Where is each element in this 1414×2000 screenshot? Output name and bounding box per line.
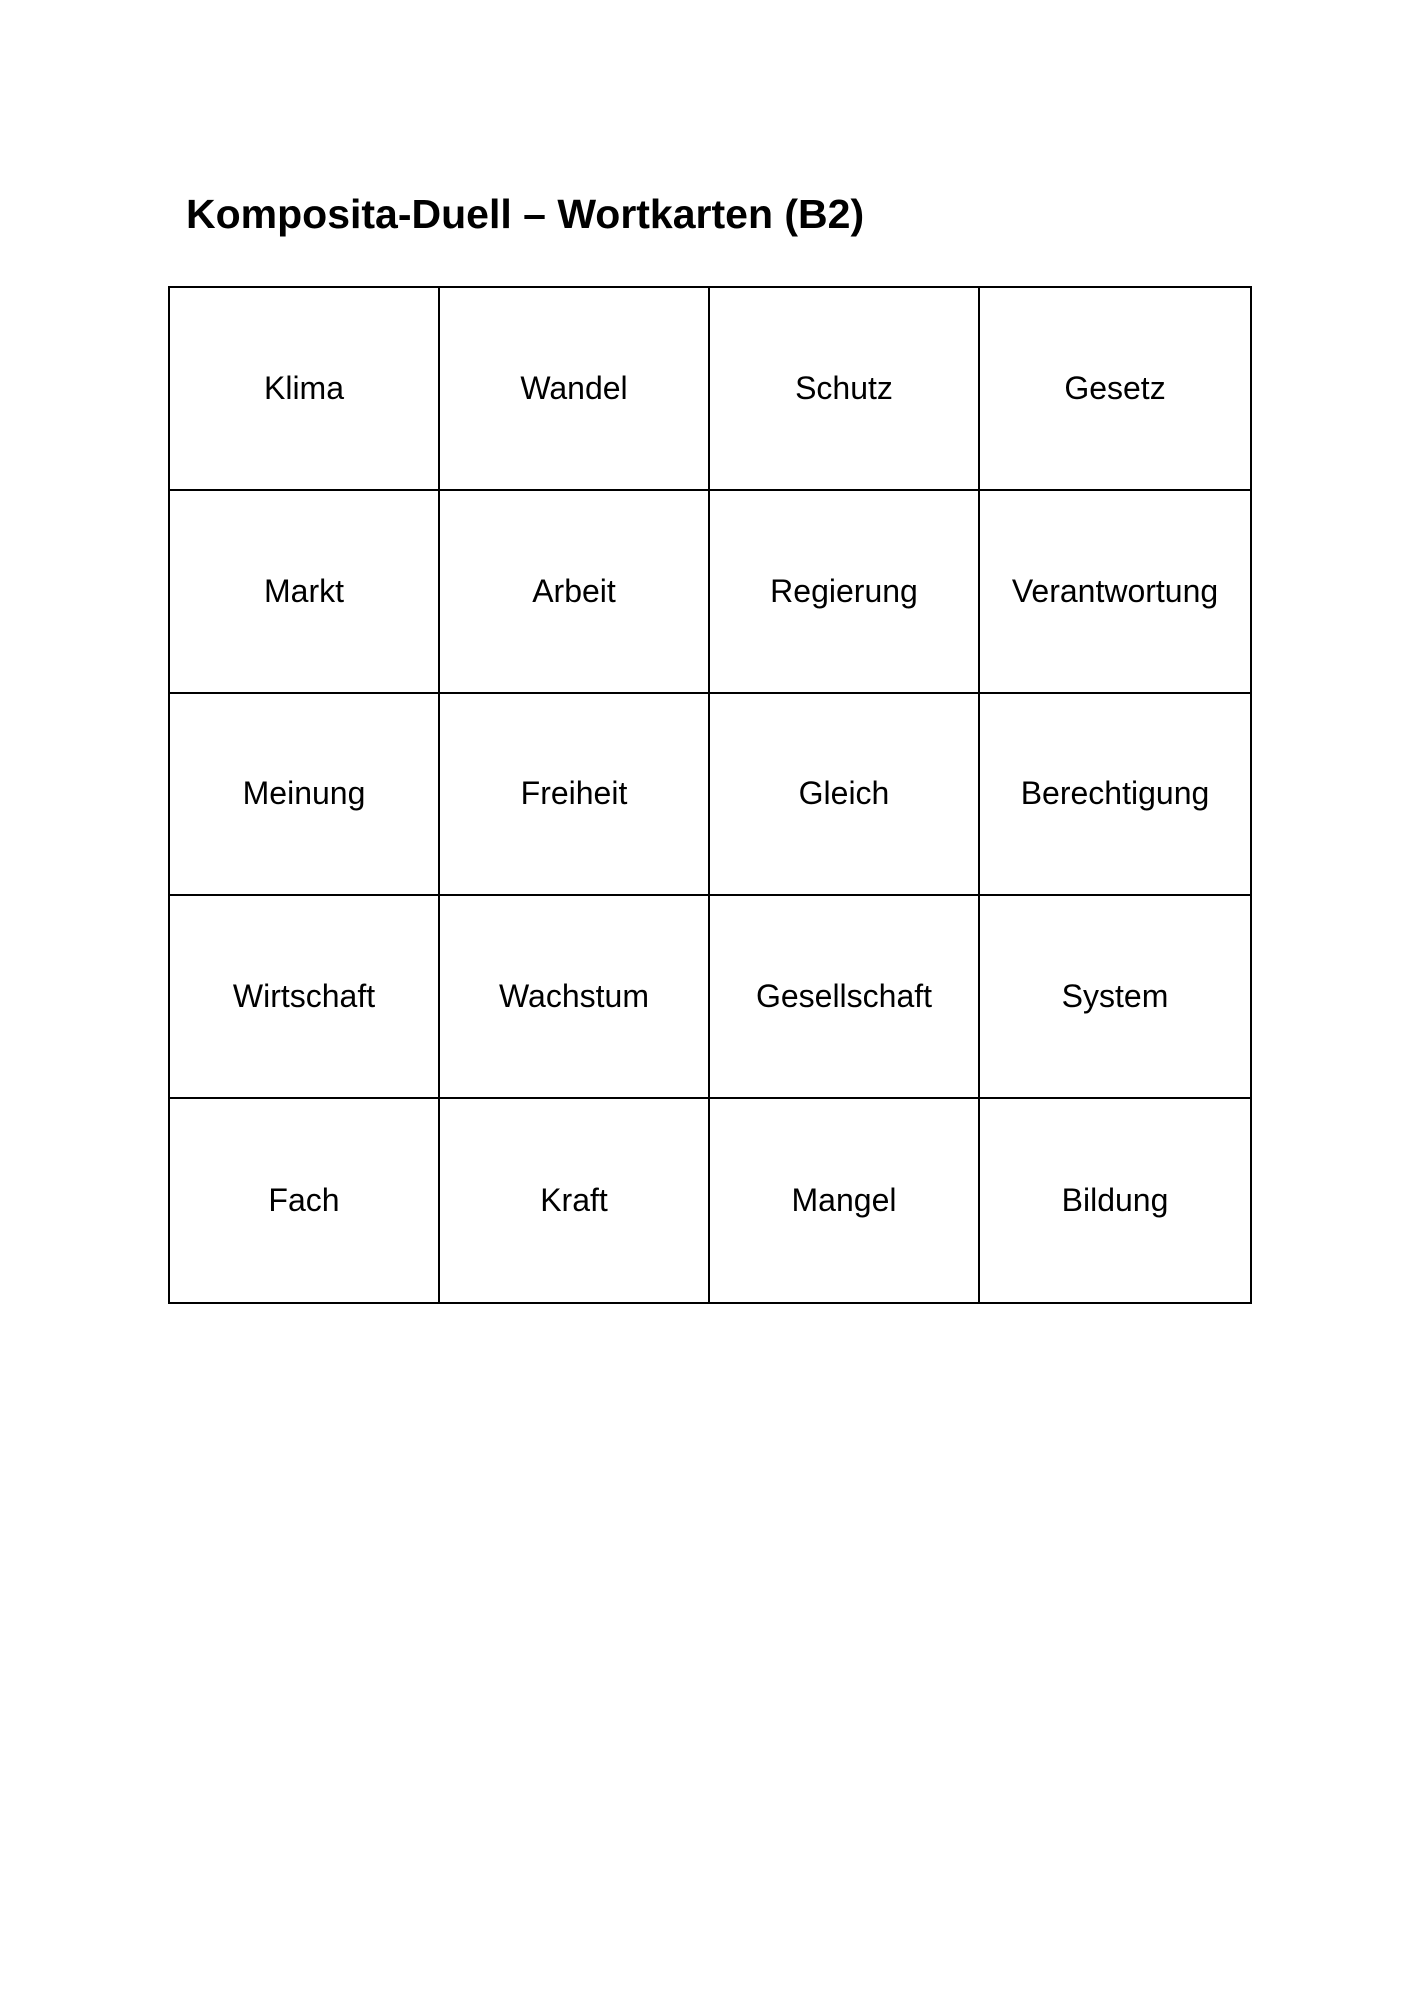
word-card: Wirtschaft — [170, 896, 440, 1099]
word-card: Gleich — [710, 694, 980, 897]
word-card: Schutz — [710, 288, 980, 491]
word-card-grid — [168, 286, 1252, 1304]
word-card: Bildung — [1061, 1182, 1169, 1219]
word-card: Berechtigung — [980, 694, 1250, 897]
word-card: Regierung — [710, 491, 980, 694]
word-card: Kraft — [440, 1099, 710, 1302]
word-card: Meinung — [170, 694, 440, 897]
word-card: Arbeit — [440, 491, 710, 694]
word-card: Freiheit — [440, 694, 710, 897]
word-card: Gesetz — [980, 288, 1250, 491]
word-card: Wandel — [440, 288, 710, 491]
word-card: System — [980, 896, 1250, 1099]
word-card: Markt — [170, 491, 440, 694]
word-card: Verantwortung — [980, 491, 1250, 694]
word-card: Fach — [170, 1099, 440, 1302]
word-card: Wachstum — [440, 896, 710, 1099]
word-card: Gesellschaft — [710, 896, 980, 1099]
word-card: Klima — [170, 288, 440, 491]
page-title: Komposita-Duell – Wortkarten (B2) — [186, 191, 865, 237]
word-card: Mangel — [710, 1099, 980, 1302]
